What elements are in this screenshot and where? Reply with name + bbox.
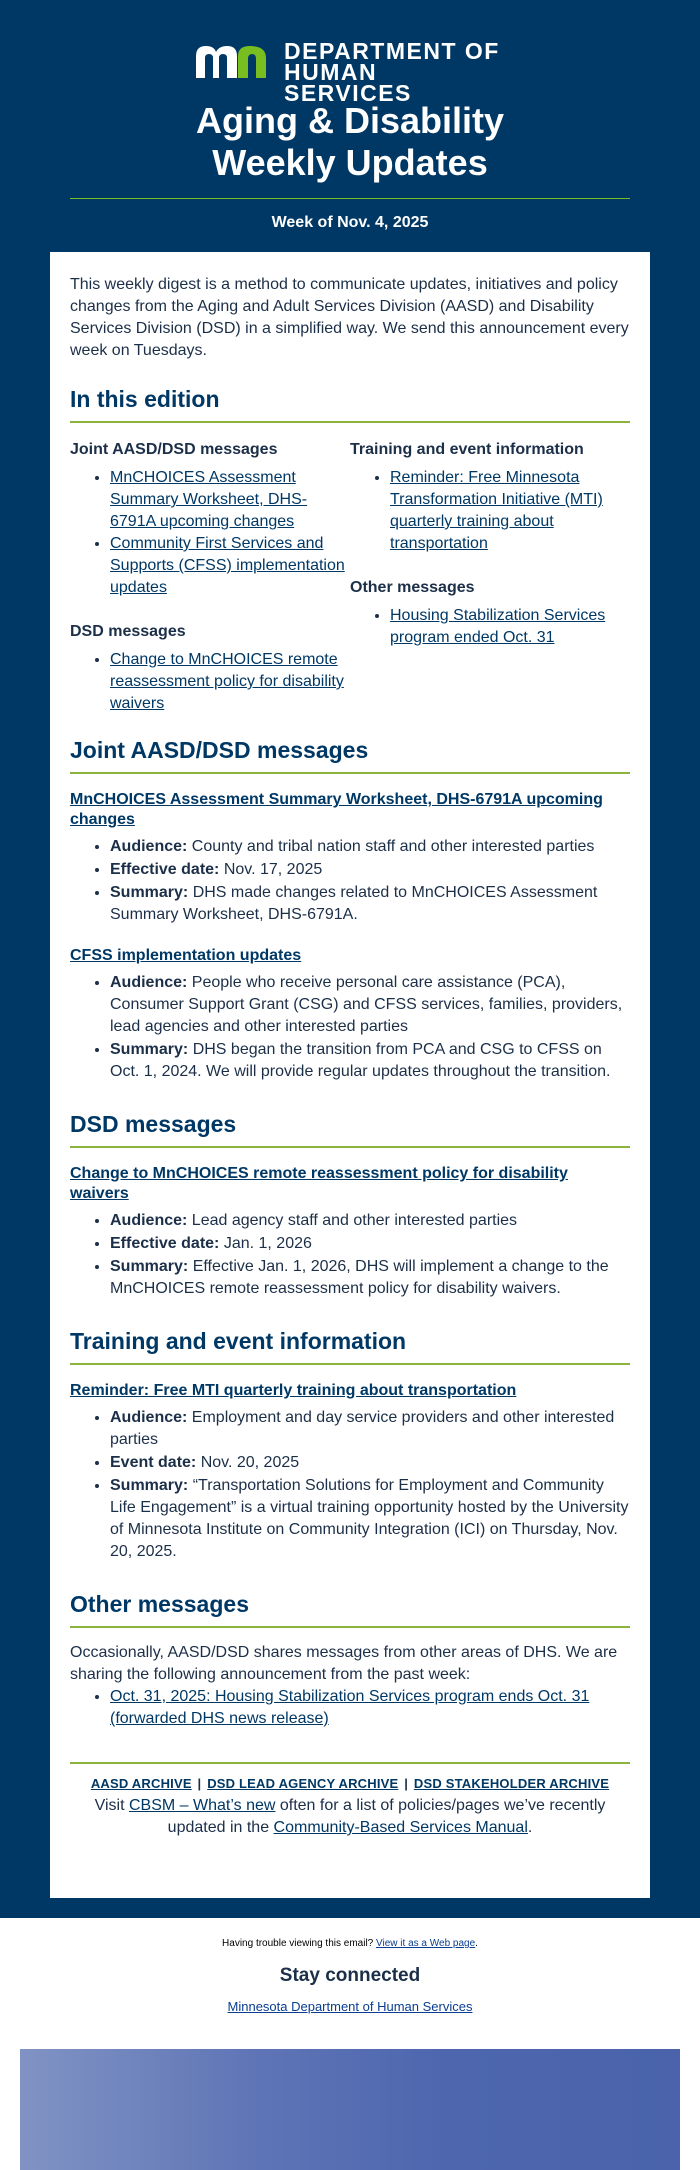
view-web-page-link[interactable]: View it as a Web page: [376, 1938, 476, 1949]
archive-links: AASD ARCHIVE | DSD LEAD AGENCY ARCHIVE | DSD STAKEHOLDER ARCHIVE: [90, 1776, 610, 1791]
toc-link[interactable]: Community First Services and Supports (CFSS) implementation updates: [110, 535, 345, 596]
visit-text: Visit CBSM – What’s new often for a list of policies/pages we’ve recently updated in the Community-Based Services Manual.: [94, 1797, 606, 1836]
footer-banner-image: [20, 2049, 680, 2170]
dhs-site-link-wrapper: [0, 1999, 700, 2014]
divider: [70, 1762, 630, 1764]
joint-section: [70, 737, 630, 1083]
dsd-heading: DSD messages: [70, 1111, 630, 1148]
toc-right-column: [350, 429, 630, 715]
toc-dsd-heading: DSD messages: [70, 623, 186, 640]
list-item: • Event date: Nov. 20, 2025: [110, 1452, 630, 1474]
list-item: • Audience: Employment and day service providers and other interested parties: [110, 1407, 630, 1451]
list-item: • Audience: People who receive personal care assistance (PCA), Consumer Support Grant (CSG) and CFSS services, families, providers, lead agencies and other interested parties: [110, 972, 630, 1038]
list-item: • Effective date: Jan. 1, 2026: [110, 1233, 630, 1255]
intro-text: This weekly digest is a method to communicate updates, initiatives and policy changes from the Aging and Adult Services Division (AASD) and Disability Services Division (DSD) in a simplified way. We send this announcement every week on Tuesdays.: [70, 276, 629, 359]
logo-text: DEPARTMENT OF HUMAN SERVICES: [284, 38, 500, 106]
training-section: [70, 1328, 630, 1563]
toc-link[interactable]: MnCHOICES Assessment Summary Worksheet, DHS-6791A upcoming changes: [110, 469, 308, 530]
list-item: [390, 467, 630, 555]
toc-link[interactable]: Change to MnCHOICES remote reassessment policy for disability waivers: [110, 651, 344, 712]
other-text: Occasionally, AASD/DSD shares messages from other areas of DHS. We are sharing the following announcement from the past week:: [70, 1644, 618, 1683]
email-footer: [0, 1938, 700, 2014]
article-title-link[interactable]: Reminder: Free MTI quarterly training about transportation: [70, 1382, 517, 1399]
article-title-link[interactable]: CFSS implementation updates: [70, 947, 302, 964]
toc-link[interactable]: Housing Stabilization Services program ended Oct. 31: [390, 607, 606, 646]
stay-connected-heading: Stay connected: [279, 1965, 421, 1986]
dsd-stakeholder-archive-link[interactable]: DSD STAKEHOLDER ARCHIVE: [413, 1776, 610, 1791]
list-item: • Summary: DHS made changes related to MnCHOICES Assessment Summary Worksheet, DHS-6791A.: [110, 882, 630, 926]
dsd-section: [70, 1111, 630, 1300]
week-label: Week of Nov. 4, 2025: [271, 214, 429, 231]
training-heading: Training and event information: [70, 1328, 630, 1365]
dhs-site-link[interactable]: Minnesota Department of Human Services: [227, 1999, 473, 2014]
article-title-link[interactable]: Change to MnCHOICES remote reassessment policy for disability waivers: [70, 1165, 568, 1202]
list-item: • Audience: County and tribal nation staff and other interested parties: [110, 836, 630, 858]
list-item: [110, 1686, 630, 1730]
list-item: • Effective date: Nov. 17, 2025: [110, 859, 630, 881]
divider: [70, 198, 630, 199]
in-this-edition-heading: In this edition: [70, 386, 630, 423]
news-release-link[interactable]: Oct. 31, 2025: Housing Stabilization Services program ends Oct. 31 (forwarded DHS news release): [110, 1688, 590, 1727]
newsletter-title: Aging & Disability Weekly Updates: [195, 100, 505, 183]
list-item: • Audience: Lead agency staff and other interested parties: [110, 1210, 630, 1232]
toc-other-heading: Other messages: [350, 579, 475, 596]
list-item: [110, 533, 350, 599]
list-item: • Summary: Effective Jan. 1, 2026, DHS will implement a change to the MnCHOICES remote reassessment policy for disability waivers.: [110, 1256, 630, 1300]
content-card: [50, 252, 650, 1898]
list-item: [110, 467, 350, 533]
list-item: • Summary: “Transportation Solutions for Employment and Community Life Engagement” is a virtual training opportunity hosted by the University of Minnesota Institute on Community Integration (ICI) on Thursday, Nov. 20, 2025.: [110, 1475, 630, 1563]
toc-left-column: [70, 429, 350, 715]
table-of-contents: [70, 429, 630, 715]
cbsm-whats-new-link[interactable]: CBSM – What’s new: [129, 1797, 276, 1814]
cbsm-manual-link[interactable]: Community-Based Services Manual: [273, 1819, 528, 1836]
list-item: [110, 649, 350, 715]
toc-link[interactable]: Reminder: Free Minnesota Transformation Initiative (MTI) quarterly training about transportation: [390, 469, 603, 552]
aasd-archive-link[interactable]: AASD ARCHIVE: [90, 1776, 192, 1791]
list-item: [390, 605, 630, 649]
joint-heading: Joint AASD/DSD messages: [70, 737, 630, 774]
article-title-link[interactable]: MnCHOICES Assessment Summary Worksheet, DHS-6791A upcoming changes: [70, 791, 603, 828]
list-item: • Summary: DHS began the transition from PCA and CSG to CFSS on Oct. 1, 2024. We will provide regular updates throughout the transition.: [110, 1039, 630, 1083]
toc-joint-heading: Joint AASD/DSD messages: [70, 441, 278, 458]
trouble-viewing-text: Having trouble viewing this email? View it as a Web page.: [222, 1938, 478, 1949]
toc-training-heading: Training and event information: [350, 441, 584, 458]
dhs-logo[interactable]: [194, 38, 506, 106]
other-heading: Other messages: [70, 1591, 630, 1628]
mn-logo-icon: [194, 42, 278, 80]
dsd-lead-agency-archive-link[interactable]: DSD LEAD AGENCY ARCHIVE: [207, 1776, 399, 1791]
other-section: [70, 1591, 630, 1730]
